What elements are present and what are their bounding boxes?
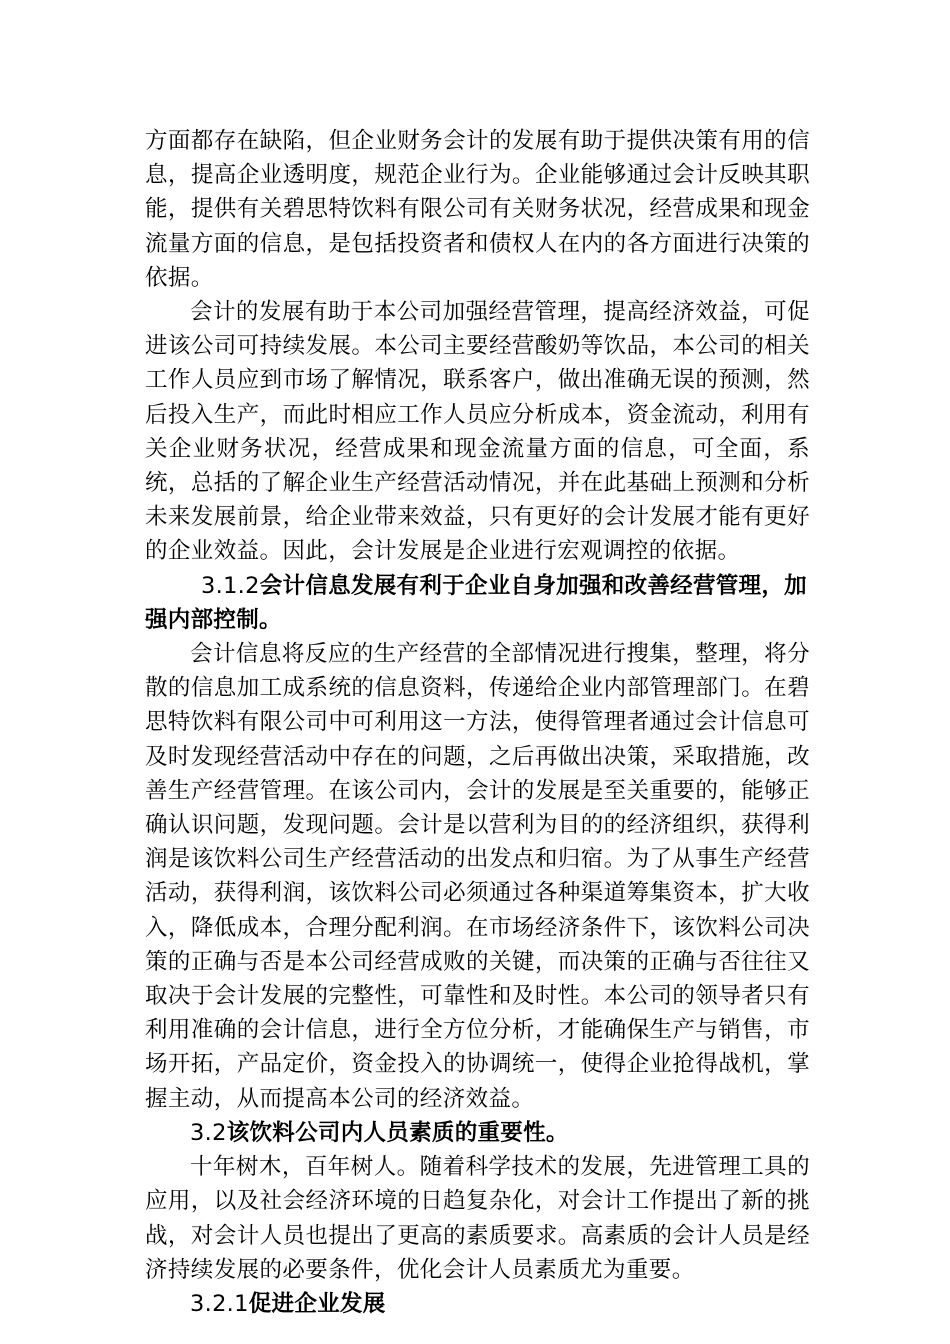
- section-heading-3-2: [145, 1116, 810, 1150]
- body-paragraph-3: 会计信息将反应的生产经营的全部情况进行搜集，整理，将分散的信息加工成系统的信息资料，传递给企业内部管理部门。在碧思特饮料有限公司中可利用这一方法，使得管理者通过会计信息可及时发现经营活动中存在的问题，之后再做出决策，采取措施，改善生产经营管理。在该公司内，会计的发展是至关重要的，能够正确认识问题，发现问题。会计是以营利为目的的经济组织，获得利润是该饮料公司生产经营活动的出发点和归宿。为了从事生产经营活动，获得利润，该饮料公司必须通过各种渠道筹集资本，扩大收入，降低成本，合理分配利润。在市场经济条件下，该饮料公司决策的正确与否是本公司经营成败的关键，而决策的正确与否往往又取决于会计发展的完整性，可靠性和及时性。本公司的领导者只有利用准确的会计信息，进行全方位分析，才能确保生产与销售，市场开拓，产品定价，资金投入的协调统一，使得企业抢得战机，掌握主动，从而提高本公司的经济效益。: [145, 641, 810, 1112]
- body-paragraph-4: 十年树木，百年树人。随着科学技术的发展，先进管理工具的应用，以及社会经济环境的日趋复杂化，对会计工作提出了新的挑战，对会计人员也提出了更高的素质要求。高素质的会计人员是经济持续发展的必要条件，优化会计人员素质尤为重要。: [145, 1154, 810, 1283]
- section-heading-3-2-1: [145, 1287, 810, 1321]
- section-number: 3.2.1: [190, 1290, 249, 1317]
- section-number: 3.2: [190, 1119, 227, 1146]
- section-title: 会计信息发展有利于企业自身加强和改善经营管理，加强内部控制。: [145, 572, 807, 633]
- section-heading-3-1-2: [145, 569, 810, 637]
- section-title: 促进企业发展: [248, 1290, 386, 1317]
- section-number: 3.1.2: [201, 572, 260, 599]
- body-paragraph-2: 会计的发展有助于本公司加强经营管理，提高经济效益，可促进该公司可持续发展。本公司主要经营酸奶等饮品，本公司的相关工作人员应到市场了解情况，联系客户，做出准确无误的预测，然后投入生产，而此时相应工作人员应分析成本，资金流动，利用有关企业财务状况，经营成果和现金流量方面的信息，可全面，系统，总括的了解企业生产经营活动情况，并在此基础上预测和分析未来发展前景，给企业带来效益，只有更好的会计发展才能有更好的企业效益。因此，会计发展是企业进行宏观调控的依据。: [145, 299, 810, 565]
- body-paragraph-1: 方面都存在缺陷，但企业财务会计的发展有助于提供决策有用的信息，提高企业透明度，规范企业行为。企业能够通过会计反映其职能，提供有关碧思特饮料有限公司有关财务状况，经营成果和现金流量方面的信息，是包括投资者和债权人在内的各方面进行决策的依据。: [145, 128, 810, 291]
- section-title: 该饮料公司内人员素质的重要性。: [226, 1119, 569, 1146]
- document-body: [145, 124, 810, 1321]
